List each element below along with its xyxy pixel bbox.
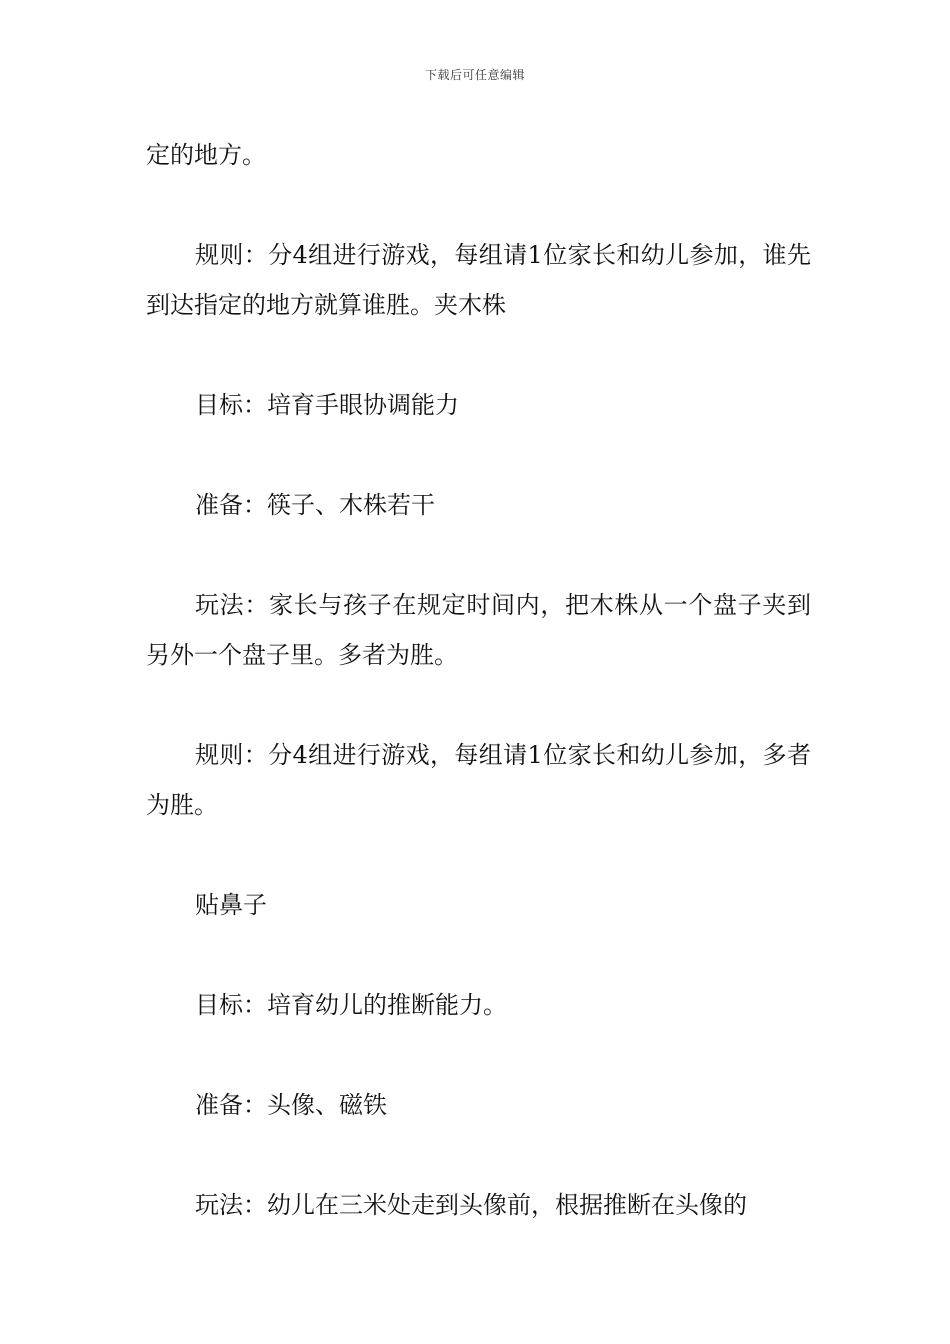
paragraph-goal-2: 目标：培育幼儿的推断能力。 (195, 991, 507, 1019)
paragraph-prep-1: 准备：筷子、木株若干 (195, 491, 435, 519)
document-body (146, 130, 811, 1280)
paragraph-prep-2: 准备：头像、磁铁 (195, 1091, 387, 1119)
paragraph-continuation: 定的地方。 (146, 141, 266, 169)
paragraph-rules-2: 规则：分4组进行游戏，每组请1位家长和幼儿参加，多者为胜。 (146, 741, 811, 819)
paragraph-play-1: 玩法：家长与孩子在规定时间内，把木株从一个盘子夹到另外一个盘子里。多者为胜。 (146, 591, 811, 669)
paragraph-rules-1: 规则：分4组进行游戏，每组请1位家长和幼儿参加，谁先到达指定的地方就算谁胜。夹木株 (146, 241, 811, 319)
page-header: 下载后可任意编辑 (424, 68, 525, 82)
paragraph-goal-1: 目标：培育手眼协调能力 (195, 391, 459, 419)
paragraph-play-2: 玩法：幼儿在三米处走到头像前，根据推断在头像的 (195, 1191, 747, 1219)
paragraph-game-title: 贴鼻子 (195, 891, 267, 919)
